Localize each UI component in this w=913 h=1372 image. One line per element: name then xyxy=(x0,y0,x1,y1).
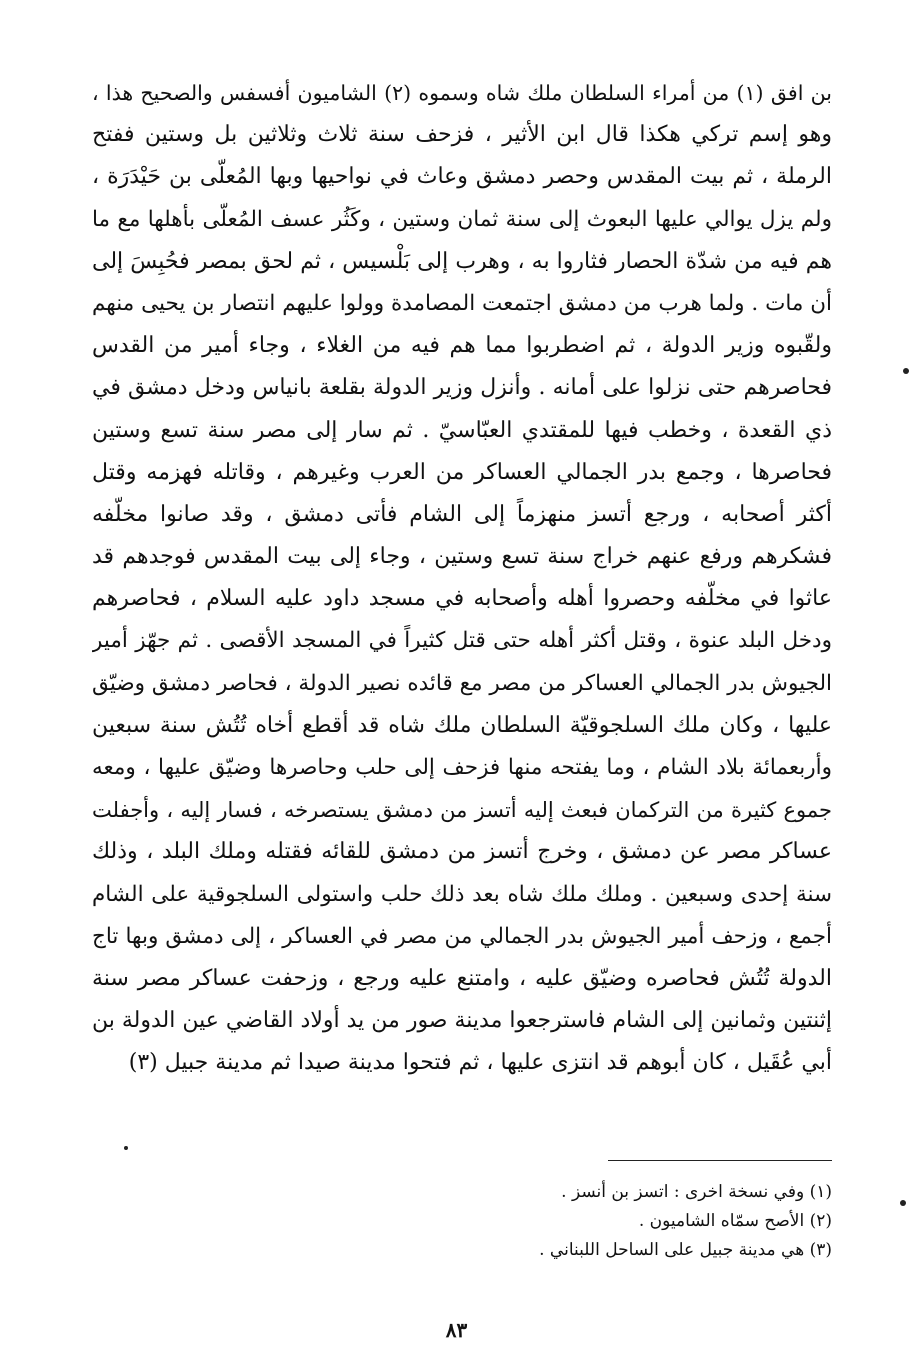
text-line: الرملة ، ثم بيت المقدس وحصر دمشق وعاث في نواحيها وبها المُعلّى بن حَيْدَرَة ، xyxy=(92,164,832,190)
text-line: وهو إسم تركي هكذا قال ابن الأثير ، فزحف سنة ثلاث وثلاثين بل وستين ففتح xyxy=(92,122,832,148)
footnote-2: (٢) الأصح سمّاه الشاميون . xyxy=(638,1211,832,1231)
text-line: أكثر أصحابه ، ورجع أتسز منهزماً إلى الشام فأتى دمشق ، وقد صانوا مخلّفه xyxy=(92,501,832,527)
text-line: أبي عُقَيل ، كان أبوهم قد انتزى عليها ، ثم فتحوا مدينة صيدا ثم مدينة جبيل (٣) xyxy=(128,1050,832,1076)
text-line: ودخل البلد عنوة ، وقتل أكثر أهله حتى قتل كثيراً في المسجد الأقصى . ثم جهّز أمير xyxy=(92,628,832,654)
text-line: عليها ، وكان ملك السلجوقيّة السلطان ملك شاه قد أقطع أخاه تُتُش سنة سبعين xyxy=(92,712,832,738)
footnote-3: (٣) هي مدينة جبيل على الساحل اللبناني . xyxy=(539,1240,832,1260)
text-line: الجيوش بدر الجمالي العساكر من مصر مع قائده نصير الدولة ، فحاصر دمشق وضيّق xyxy=(92,670,832,696)
text-line: هم فيه من شدّة الحصار فثاروا به ، وهرب إلى بَلْسيس ، ثم لحق بمصر فحُبِسَ إلى xyxy=(92,248,832,274)
text-line: سنة إحدى وسبعين . وملك ملك شاه بعد ذلك حلب واستولى السلجوقية على الشام xyxy=(92,881,832,907)
footnote-1: (١) وفي نسخة اخرى : اتسز بن أنسز . xyxy=(561,1182,832,1202)
text-line: وأربعمائة بلاد الشام ، وما يفتحه منها فزحف إلى حلب وحاصرها وضيّق عليها ، ومعه xyxy=(92,755,832,780)
text-line: أجمع ، وزحف أمير الجيوش بدر الجمالي من مصر في العساكر ، إلى دمشق وبها تاج xyxy=(92,923,832,949)
text-line: فحاصرهم حتى نزلوا على أمانه . وأنزل وزير الدولة بقلعة بانياس ودخل دمشق في xyxy=(92,375,832,401)
text-line: الدولة تُتُش فحاصره وضيّق عليه ، وامتنع عليه ورجع ، وزحفت عساكر مصر سنة xyxy=(92,965,832,991)
text-line: جموع كثيرة من التركمان فبعث إليه أتسز من دمشق يستصرخه ، فسار إليه ، وأجفلت xyxy=(92,798,832,823)
text-line: ولم يزل يوالي عليها البعوث إلى سنة ثمان وستين ، وكَثُر عسف المُعلّى بأهلها مع ما xyxy=(92,206,832,232)
margin-mark xyxy=(900,1200,906,1206)
text-line: ولقّبوه وزير الدولة ، ثم اضطربوا مما هم فيه من الغلاء ، وجاء أمير من القدس xyxy=(92,333,832,359)
text-line: ذي القعدة ، وخطب فيها للمقتدي العبّاسيّ . ثم سار إلى مصر سنة تسع وستين xyxy=(92,417,832,443)
text-line: إثنتين وثمانين إلى الشام فاسترجعوا مدينة صور من يد أولاد القاضي عين الدولة بن xyxy=(92,1008,832,1034)
margin-mark xyxy=(903,368,909,374)
main-text xyxy=(92,72,832,1085)
footnote-divider xyxy=(608,1160,832,1161)
text-line: أن مات . ولما هرب من دمشق اجتمعت المصامدة وولوا عليهم انتصار بن يحيى منهم xyxy=(92,290,832,316)
text-line: عاثوا في مخلّفه وحصروا أهله وأصحابه في مسجد داود عليه السلام ، فحاصرهم xyxy=(92,586,832,612)
page-number: ٨٣ xyxy=(445,1318,468,1342)
text-line: فشكرهم ورفع عنهم خراج سنة تسع وستين ، وجاء إلى بيت المقدس فوجدهم قد xyxy=(92,544,832,570)
text-line: عساكر مصر عن دمشق ، وخرج أتسز من دمشق للقائه فقتله وملك البلد ، وذلك xyxy=(92,839,832,865)
text-line: بن افق (١) من أمراء السلطان ملك شاه وسموه (٢) الشاميون أفسفس والصحيح هذا ، xyxy=(92,81,832,105)
margin-mark xyxy=(124,1146,128,1150)
text-line: فحاصرها ، وجمع بدر الجمالي العساكر من العرب وغيرهم ، وقاتله فهزمه وقتل xyxy=(92,459,832,485)
footnotes xyxy=(300,1178,832,1265)
